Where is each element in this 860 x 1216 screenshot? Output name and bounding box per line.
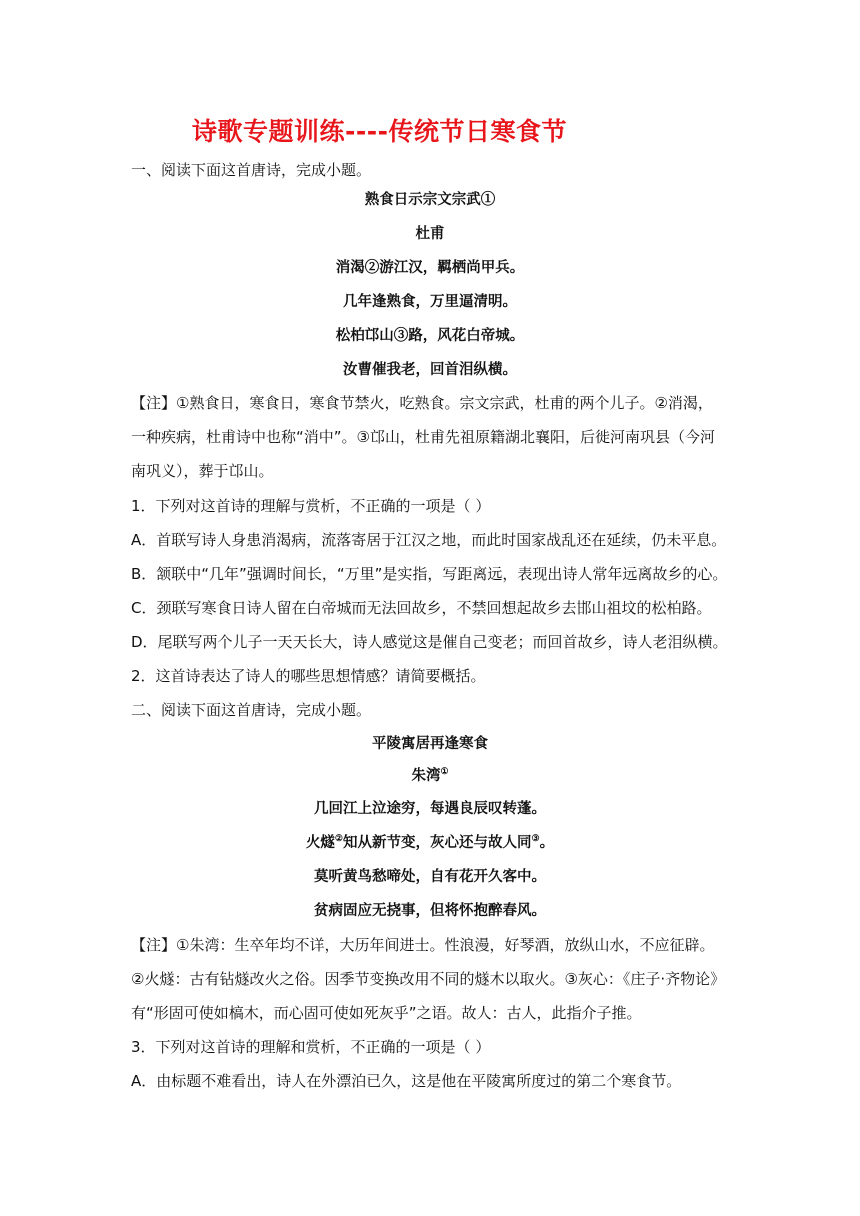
question-1-option-c: C．颈联写寒食日诗人留在白帝城而无法回故乡，不禁回想起故乡去邯山祖坟的松柏路。 <box>131 599 712 617</box>
poem1-line: 汝曹催我老，回首泪纵横。 <box>343 361 517 378</box>
poem2-author-note-mark: ① <box>440 767 449 778</box>
poem1-line: 消渴②游江汉，羁栖尚甲兵。 <box>335 259 525 276</box>
poem1-line: 几年逢熟食，万里逼清明。 <box>343 293 517 310</box>
poem2-line-part: 火燧 <box>305 834 335 851</box>
page-title: 诗歌专题训练----传统节日寒食节 <box>192 117 568 146</box>
question-1-option-d: D．尾联写两个儿子一天天长大，诗人感觉这是催自己变老；而回首故乡，诗人老泪纵横。 <box>131 633 728 651</box>
question-2: 2．这首诗表达了诗人的哪些思想情感？请简要概括。 <box>131 667 486 685</box>
poem2-author: 朱湾 <box>411 767 441 784</box>
section1-heading: 一、阅读下面这首唐诗，完成小题。 <box>131 161 372 179</box>
poem2-title: 平陵寓居再逢寒食 <box>372 735 488 752</box>
poem2-note: ②火燧：古有钻燧改火之俗。因季节变换改用不同的燧木以取火。③灰心：《庄子·齐物论》 <box>131 970 726 988</box>
poem1-note: 一种疾病，杜甫诗中也称“消中”。③邙山，杜甫先祖原籍湖北襄阳，后徙河南巩县（今河 <box>131 428 715 446</box>
poem2-line-part: 知从新节变，灰心还与故人同 <box>343 834 532 851</box>
poem2-note: 有“形固可使如槁木，而心固可使如死灰乎”之语。故人：古人，此指介子推。 <box>131 1004 642 1022</box>
poem2-line: 贫病固应无挠事，但将怀抱醉春风。 <box>314 902 546 919</box>
poem1-note: 【注】①熟食日，寒食日，寒食节禁火，吃熟食。宗文宗武，杜甫的两个儿子。②消渴， <box>131 394 713 412</box>
section2-heading: 二、阅读下面这首唐诗，完成小题。 <box>131 701 372 719</box>
poem1-note: 南巩义），葬于邙山。 <box>131 462 274 480</box>
question-1-option-a: A．首联写诗人身患消渴病，流落寄居于江汉之地，而此时国家战乱还在延续，仍未平息。 <box>131 531 727 549</box>
poem2-author-line <box>0 766 860 786</box>
question-3: 3．下列对这首诗的理解和赏析，不正确的一项是（ ） <box>131 1038 491 1056</box>
question-1: 1．下列对这首诗的理解与赏析，不正确的一项是（ ） <box>131 497 491 515</box>
poem2-line: 几回江上泣途穷，每遇良辰叹转蓬。 <box>314 800 546 817</box>
poem1-line: 松柏邙山③路，风花白帝城。 <box>335 327 525 344</box>
poem1-title: 熟食日示宗文宗武① <box>364 191 496 208</box>
poem2-line-part: 。 <box>539 834 555 851</box>
question-3-option-a: A．由标题不难看出，诗人在外漂泊已久，这是他在平陵寓所度过的第二个寒食节。 <box>131 1072 682 1090</box>
poem2-line: 莫听黄鸟愁啼处，自有花开久客中。 <box>314 868 546 885</box>
poem2-note: 【注】①朱湾：生卒年均不详，大历年间进士。性浪漫，好琴酒，放纵山水，不应征辟。 <box>131 936 715 954</box>
note-mark: ② <box>334 834 343 845</box>
poem1-author: 杜甫 <box>415 225 445 242</box>
question-1-option-b: B．颔联中“几年”强调时间长，“万里”是实指，写距离远，表现出诗人常年远离故乡的心。 <box>131 565 728 583</box>
poem2-line <box>0 833 860 853</box>
note-mark: ③ <box>531 834 540 845</box>
